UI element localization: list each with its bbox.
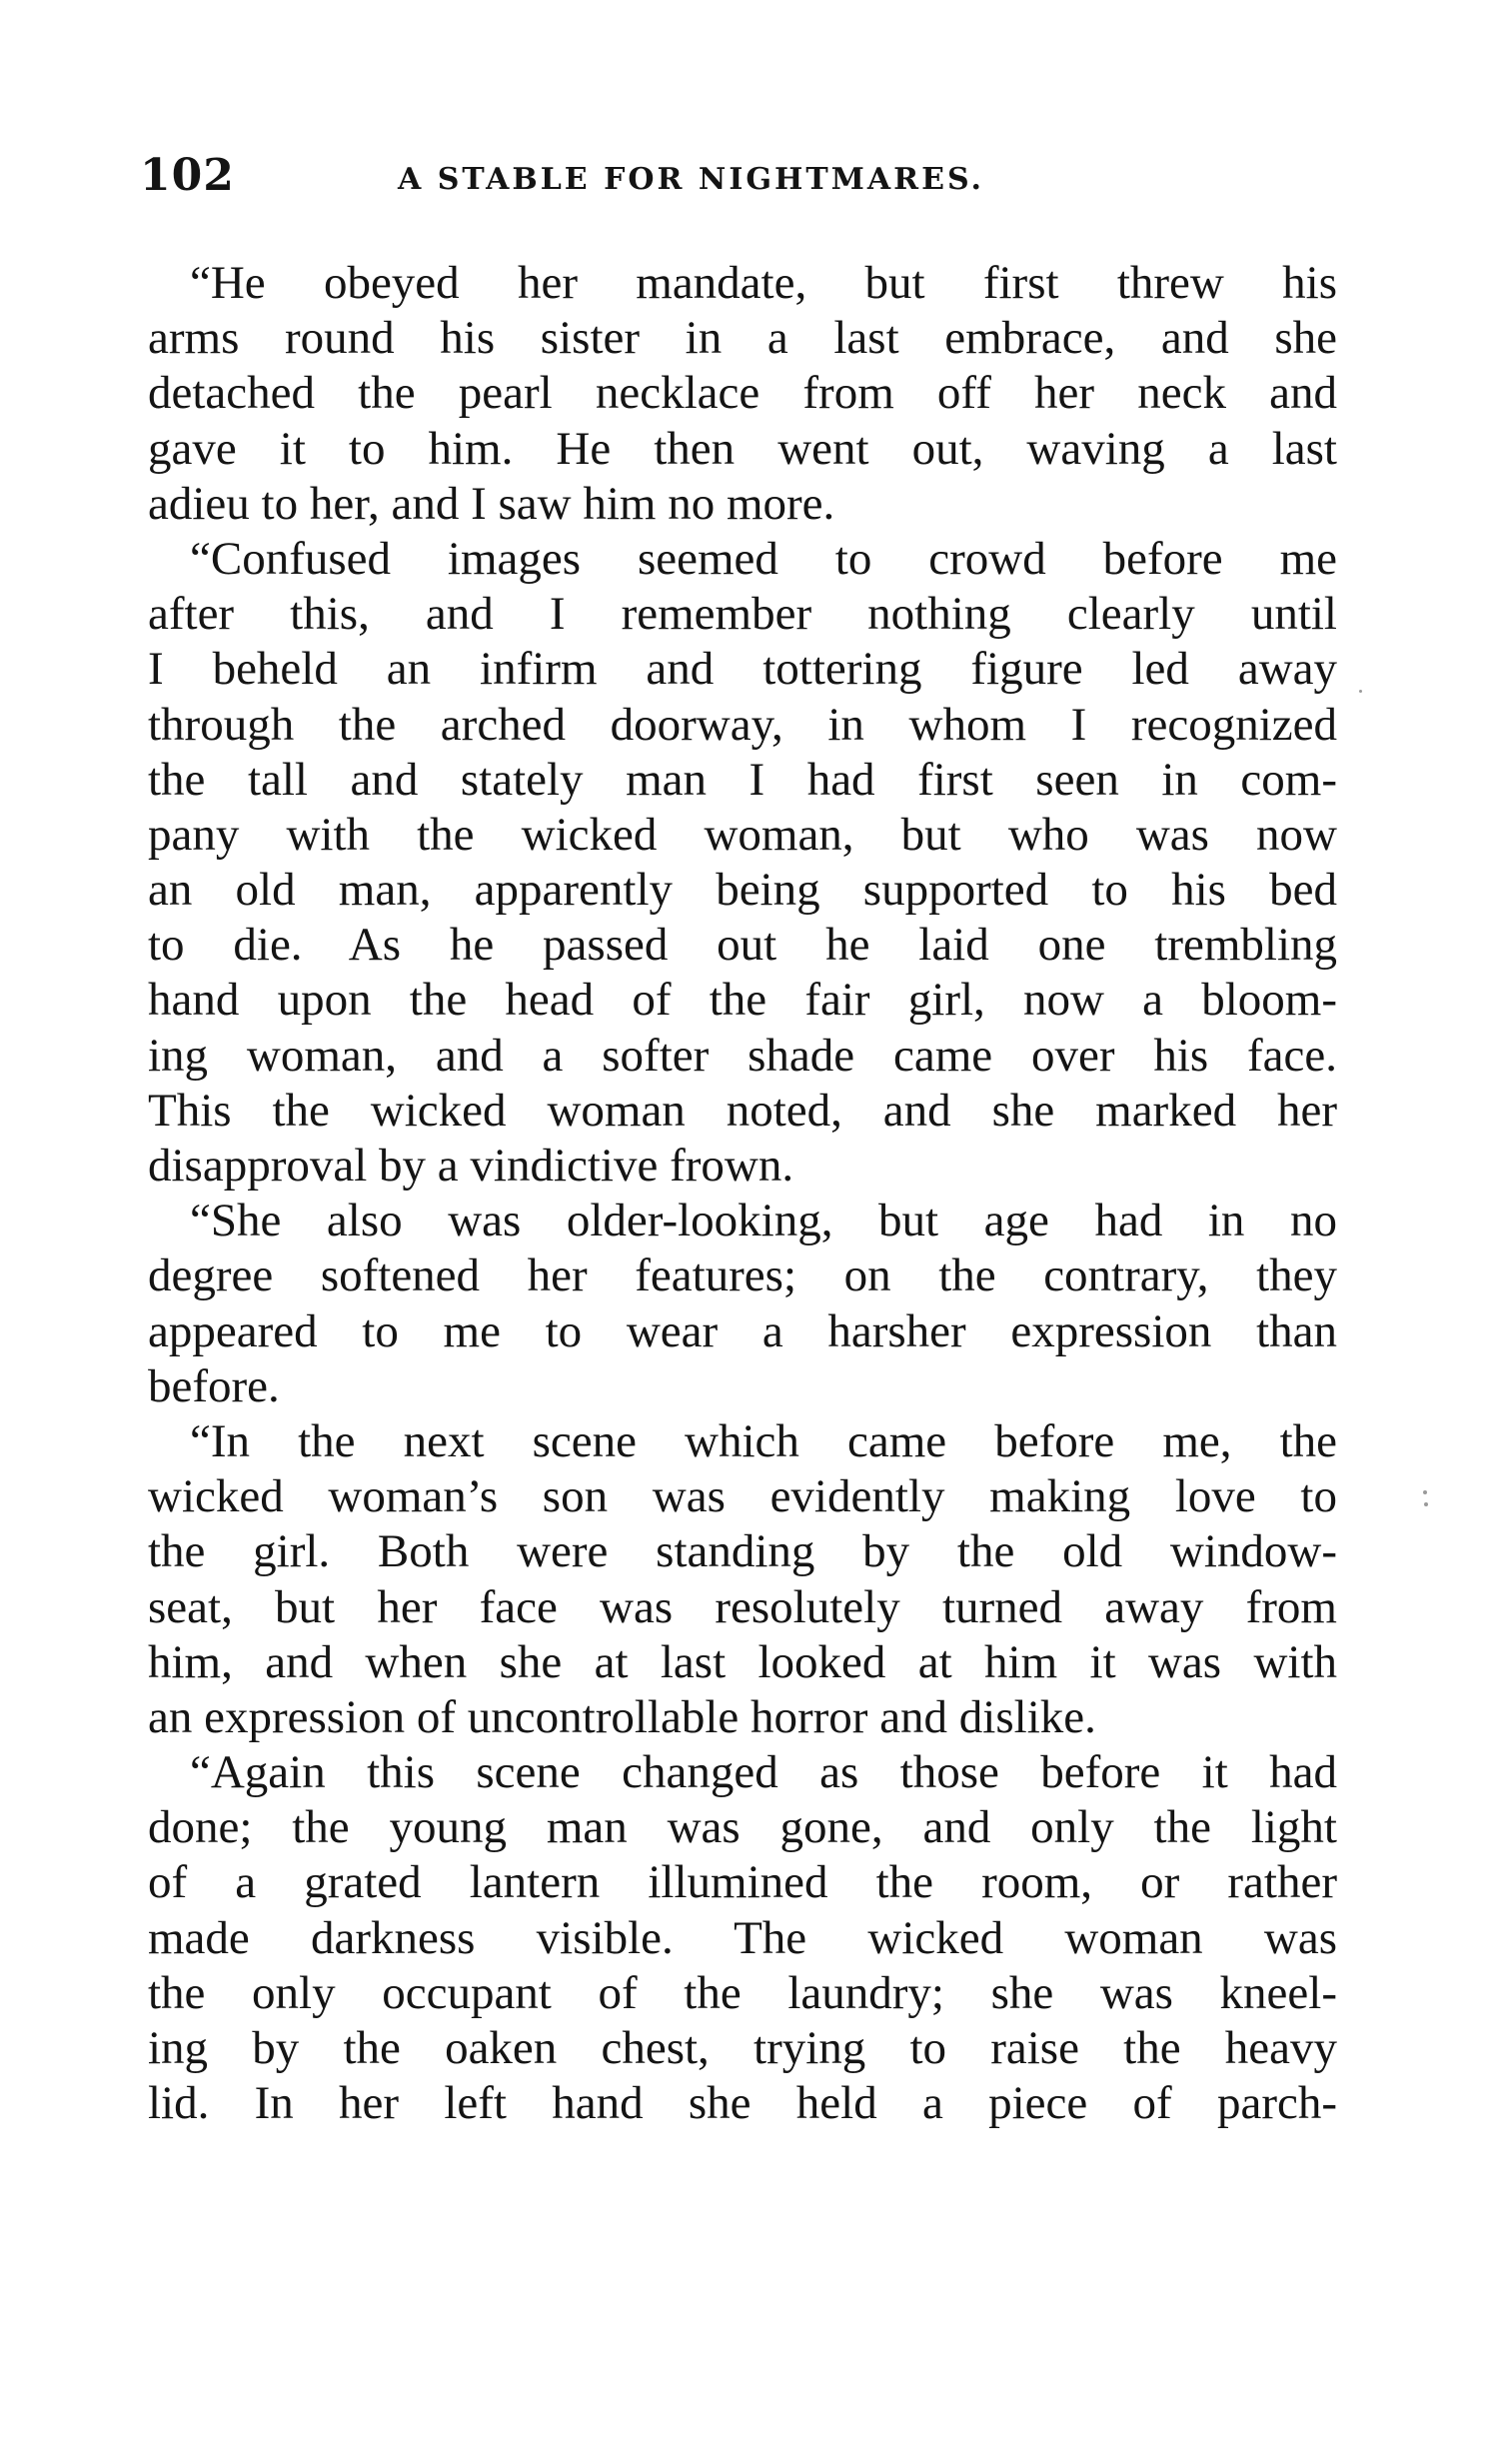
text-line: ing by the oaken chest, trying to raise the heavy bbox=[148, 2022, 1337, 2074]
text-line: gave it to him. He then went out, waving a last bbox=[148, 422, 1337, 475]
text-line: the tall and stately man I had first seen in com- bbox=[148, 753, 1337, 806]
text-line: appeared to me to wear a harsher expression than bbox=[148, 1304, 1337, 1357]
text-line: to die. As he passed out he laid one trembling bbox=[148, 919, 1337, 972]
text-line: detached the pearl necklace from off her neck and bbox=[148, 367, 1337, 420]
text-line: the girl. Both were standing by the old window- bbox=[148, 1525, 1337, 1578]
page-number: 102 bbox=[140, 150, 235, 201]
text-line: wicked woman’s son was evidently making love to bbox=[148, 1470, 1337, 1523]
text-line: “He obeyed her mandate, but first threw his bbox=[190, 257, 1337, 309]
text-line: lid. In her left hand she held a piece of parch- bbox=[148, 2077, 1337, 2130]
text-line: after this, and I remember nothing clearly until bbox=[148, 588, 1337, 641]
text-line: of a grated lantern illumined the room, or rather bbox=[148, 1856, 1337, 1909]
scan-speck bbox=[1423, 1490, 1427, 1494]
text-line: disapproval by a vindictive frown. bbox=[148, 1140, 794, 1192]
text-line: ing woman, and a softer shade came over his face. bbox=[148, 1029, 1337, 1082]
text-line: through the arched doorway, in whom I recognized bbox=[148, 698, 1337, 751]
text-line: before. bbox=[148, 1359, 280, 1412]
text-line: degree softened her features; on the contrary, they bbox=[148, 1249, 1337, 1302]
text-line: done; the young man was gone, and only the light bbox=[148, 1801, 1337, 1854]
scan-speck bbox=[1424, 1502, 1428, 1506]
text-line: hand upon the head of the fair girl, now a bloom- bbox=[148, 974, 1337, 1027]
running-head: A STABLE FOR NIGHTMARES. bbox=[398, 162, 984, 197]
text-line: “Confused images seemed to crowd before me bbox=[190, 532, 1337, 585]
text-line: adieu to her, and I saw him no more. bbox=[148, 477, 835, 530]
scan-speck bbox=[1359, 690, 1362, 693]
body-text bbox=[148, 256, 1337, 2131]
text-line: pany with the wicked woman, but who was now bbox=[148, 808, 1337, 861]
text-line: an expression of uncontrollable horror and dislike. bbox=[148, 1690, 1096, 1743]
text-line: him, and when she at last looked at him it was with bbox=[148, 1635, 1337, 1688]
text-line: “Again this scene changed as those before it had bbox=[190, 1746, 1337, 1799]
text-line: arms round his sister in a last embrace, and she bbox=[148, 312, 1337, 365]
text-line: the only occupant of the laundry; she was kneel- bbox=[148, 1966, 1337, 2019]
text-line: This the wicked woman noted, and she marked her bbox=[148, 1084, 1337, 1137]
text-line: I beheld an infirm and tottering figure led away bbox=[148, 643, 1337, 696]
page-header bbox=[140, 150, 1339, 220]
text-line: “In the next scene which came before me, the bbox=[190, 1414, 1337, 1467]
text-line: an old man, apparently being supported to his bed bbox=[148, 864, 1337, 917]
text-line: “She also was older-looking, but age had in no bbox=[190, 1195, 1337, 1247]
text-line: seat, but her face was resolutely turned away from bbox=[148, 1580, 1337, 1633]
text-line: made darkness visible. The wicked woman was bbox=[148, 1911, 1337, 1964]
